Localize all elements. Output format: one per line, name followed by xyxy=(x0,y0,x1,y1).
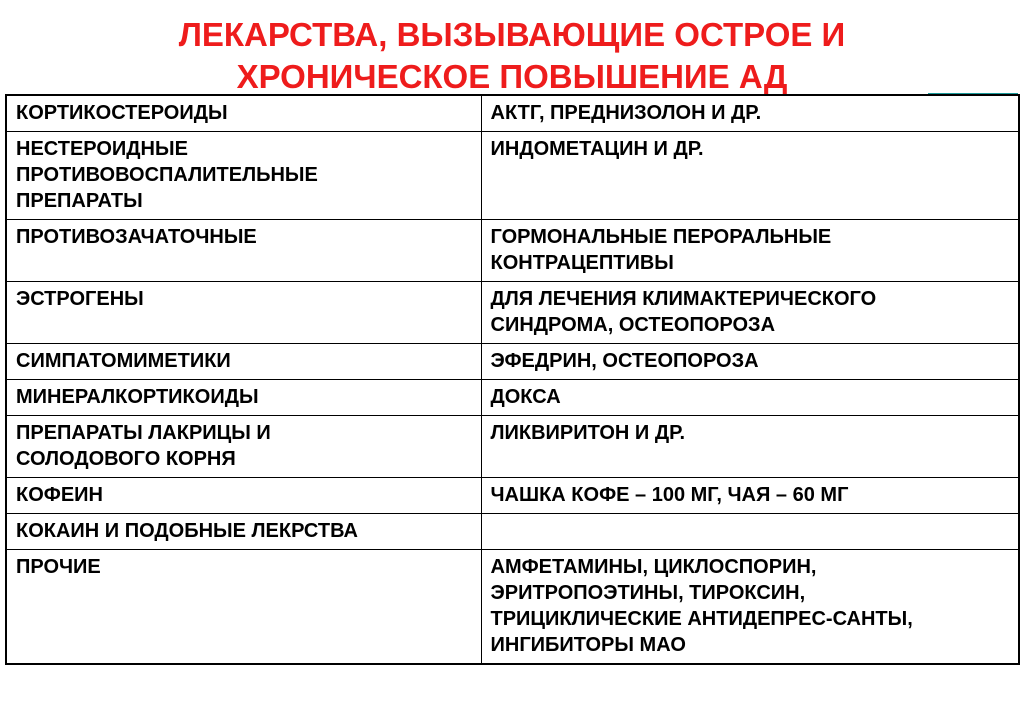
drug-examples-text: ЛИКВИРИТОН И ДР. xyxy=(490,422,686,444)
drug-examples-text: ТРИЦИКЛИЧЕСКИЕ АНТИДЕПРЕС-САНТЫ, xyxy=(490,608,913,630)
drug-examples-text: ДОКСА xyxy=(490,386,561,408)
drug-examples-cell xyxy=(481,478,1019,514)
drug-examples-text: ЧАШКА КОФЕ – 100 МГ, ЧАЯ – 60 МГ xyxy=(490,484,849,506)
drug-examples-text: ДЛЯ ЛЕЧЕНИЯ КЛИМАКТЕРИЧЕСКОГО xyxy=(490,288,877,310)
drug-group-text: КОКАИН И ПОДОБНЫЕ ЛЕКРСТВА xyxy=(16,520,358,542)
drug-group-cell xyxy=(6,282,481,344)
drug-group-text: МИНЕРАЛКОРТИКОИДЫ xyxy=(16,386,259,408)
drug-examples-cell xyxy=(481,514,1019,550)
drug-examples-cell xyxy=(481,416,1019,478)
drug-group-text: СИМПАТОМИМЕТИКИ xyxy=(16,350,231,372)
drug-examples-text: КОНТРАЦЕПТИВЫ xyxy=(490,252,674,274)
drug-group-cell xyxy=(6,380,481,416)
slide-title-line-2: ХРОНИЧЕСКОЕ ПОВЫШЕНИЕ АД xyxy=(236,58,788,95)
table-row xyxy=(6,344,1019,380)
drug-examples-text: АКТГ, ПРЕДНИЗОЛОН И ДР. xyxy=(490,102,762,124)
drug-group-text: ПРЕПАРАТЫ xyxy=(16,190,143,212)
drug-examples-cell xyxy=(481,282,1019,344)
table-row xyxy=(6,514,1019,550)
drug-examples-text: ИНГИБИТОРЫ МАО xyxy=(490,634,686,656)
drug-group-text: НЕСТЕРОИДНЫЕ xyxy=(16,138,188,160)
drug-examples-cell xyxy=(481,380,1019,416)
drug-examples-cell xyxy=(481,220,1019,282)
drug-group-text: КОРТИКОСТЕРОИДЫ xyxy=(16,102,228,124)
drug-group-text: ПРОТИВОЗАЧАТОЧНЫЕ xyxy=(16,226,257,248)
table-row xyxy=(6,282,1019,344)
drug-examples-cell xyxy=(481,95,1019,132)
drug-examples-cell xyxy=(481,344,1019,380)
table-row xyxy=(6,478,1019,514)
drug-table xyxy=(5,94,1020,665)
drug-group-text: ЭСТРОГЕНЫ xyxy=(16,288,144,310)
drug-group-cell xyxy=(6,132,481,220)
table-row xyxy=(6,220,1019,282)
slide-title xyxy=(0,14,1024,98)
drug-group-cell xyxy=(6,514,481,550)
drug-examples-text: ЭРИТРОПОЭТИНЫ, ТИРОКСИН, xyxy=(490,582,806,604)
drug-group-cell xyxy=(6,478,481,514)
drug-group-cell xyxy=(6,550,481,665)
table-row xyxy=(6,132,1019,220)
slide-title-line-1: ЛЕКАРСТВА, ВЫЗЫВАЮЩИЕ ОСТРОЕ И xyxy=(178,16,846,53)
table-row xyxy=(6,95,1019,132)
drug-table-container xyxy=(5,94,1018,665)
drug-group-text: ПРОТИВОВОСПАЛИТЕЛЬНЫЕ xyxy=(16,164,318,186)
drug-group-cell xyxy=(6,416,481,478)
drug-examples-text: СИНДРОМА, ОСТЕОПОРОЗА xyxy=(490,314,776,336)
drug-group-cell xyxy=(6,344,481,380)
drug-examples-cell xyxy=(481,550,1019,665)
drug-examples-text: ГОРМОНАЛЬНЫЕ ПЕРОРАЛЬНЫЕ xyxy=(490,226,832,248)
drug-group-text: КОФЕИН xyxy=(16,484,103,506)
drug-examples-text: ЭФЕДРИН, ОСТЕОПОРОЗА xyxy=(490,350,759,372)
drug-group-text: СОЛОДОВОГО КОРНЯ xyxy=(16,448,236,470)
drug-examples-text: ИНДОМЕТАЦИН И ДР. xyxy=(490,138,704,160)
drug-examples-text: АМФЕТАМИНЫ, ЦИКЛОСПОРИН, xyxy=(490,556,817,578)
drug-group-cell xyxy=(6,220,481,282)
drug-group-text: ПРОЧИЕ xyxy=(16,556,101,578)
drug-group-cell xyxy=(6,95,481,132)
table-row xyxy=(6,380,1019,416)
drug-examples-cell xyxy=(481,132,1019,220)
table-row xyxy=(6,416,1019,478)
drug-group-text: ПРЕПАРАТЫ ЛАКРИЦЫ И xyxy=(16,422,271,444)
table-row xyxy=(6,550,1019,665)
